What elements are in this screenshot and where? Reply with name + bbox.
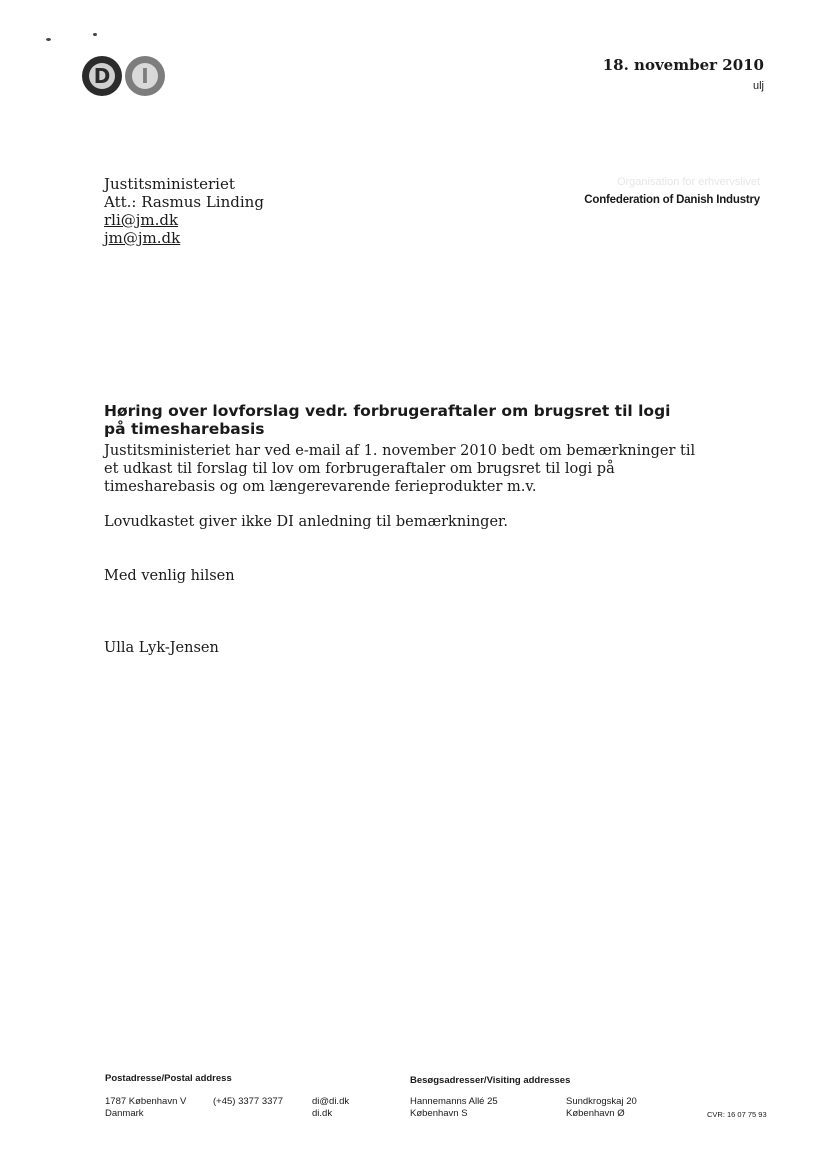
org-tagline: Organisation for erhvervslivet — [616, 176, 760, 188]
letter-subject: Høring over lovforslag vedr. forbrugeraftaler om brugsret til logi på timesharebasis — [104, 402, 671, 438]
footer-visit-line: Sundkrogskaj 20 — [566, 1096, 637, 1107]
author-initials: ulj — [752, 80, 764, 92]
di-logo — [80, 54, 170, 98]
recipient-name: Justitsministeriet — [104, 175, 235, 193]
letter-signer: Ulla Lyk-Jensen — [104, 640, 219, 656]
logo-letter-i: I — [141, 64, 149, 88]
scan-speck — [93, 33, 97, 36]
footer-postal-line: 1787 København V — [105, 1096, 187, 1107]
footer-cvr: CVR: 16 07 75 93 — [707, 1110, 767, 1119]
footer-postal-label: Postadresse/Postal address — [105, 1073, 232, 1084]
letter-paragraph: Justitsministeriet har ved e-mail af 1. november 2010 bedt om bemærkninger til et udkast til forslag til lov om forbrugeraftaler om brugsret til logi på timesharebasis og om længerevarende ferieprodukter m.v. — [104, 443, 696, 495]
scan-speck — [46, 38, 51, 41]
letter-date: 18. november 2010 — [602, 56, 764, 74]
footer-visit-line: København S — [410, 1108, 468, 1119]
logo-letter-d: D — [93, 64, 111, 88]
recipient-email-link[interactable]: jm@jm.dk — [104, 229, 181, 247]
footer-email: di@di.dk — [312, 1096, 350, 1107]
recipient-att: Att.: Rasmus Linding — [104, 193, 264, 211]
footer-web: di.dk — [312, 1108, 333, 1119]
footer-postal-line: Danmark — [105, 1108, 144, 1119]
footer-visit-line: København Ø — [566, 1108, 625, 1119]
letter-paragraph: Lovudkastet giver ikke DI anledning til bemærkninger. — [104, 514, 508, 530]
letter-closing: Med venlig hilsen — [104, 568, 235, 584]
recipient-email-link[interactable]: rli@jm.dk — [104, 211, 179, 229]
footer-visit-line: Hannemanns Allé 25 — [410, 1096, 498, 1107]
org-name: Confederation of Danish Industry — [584, 194, 760, 206]
recipient-block — [104, 175, 264, 247]
footer-visiting-label: Besøgsadresser/Visiting addresses — [410, 1075, 571, 1086]
footer-phone: (+45) 3377 3377 — [213, 1096, 283, 1107]
